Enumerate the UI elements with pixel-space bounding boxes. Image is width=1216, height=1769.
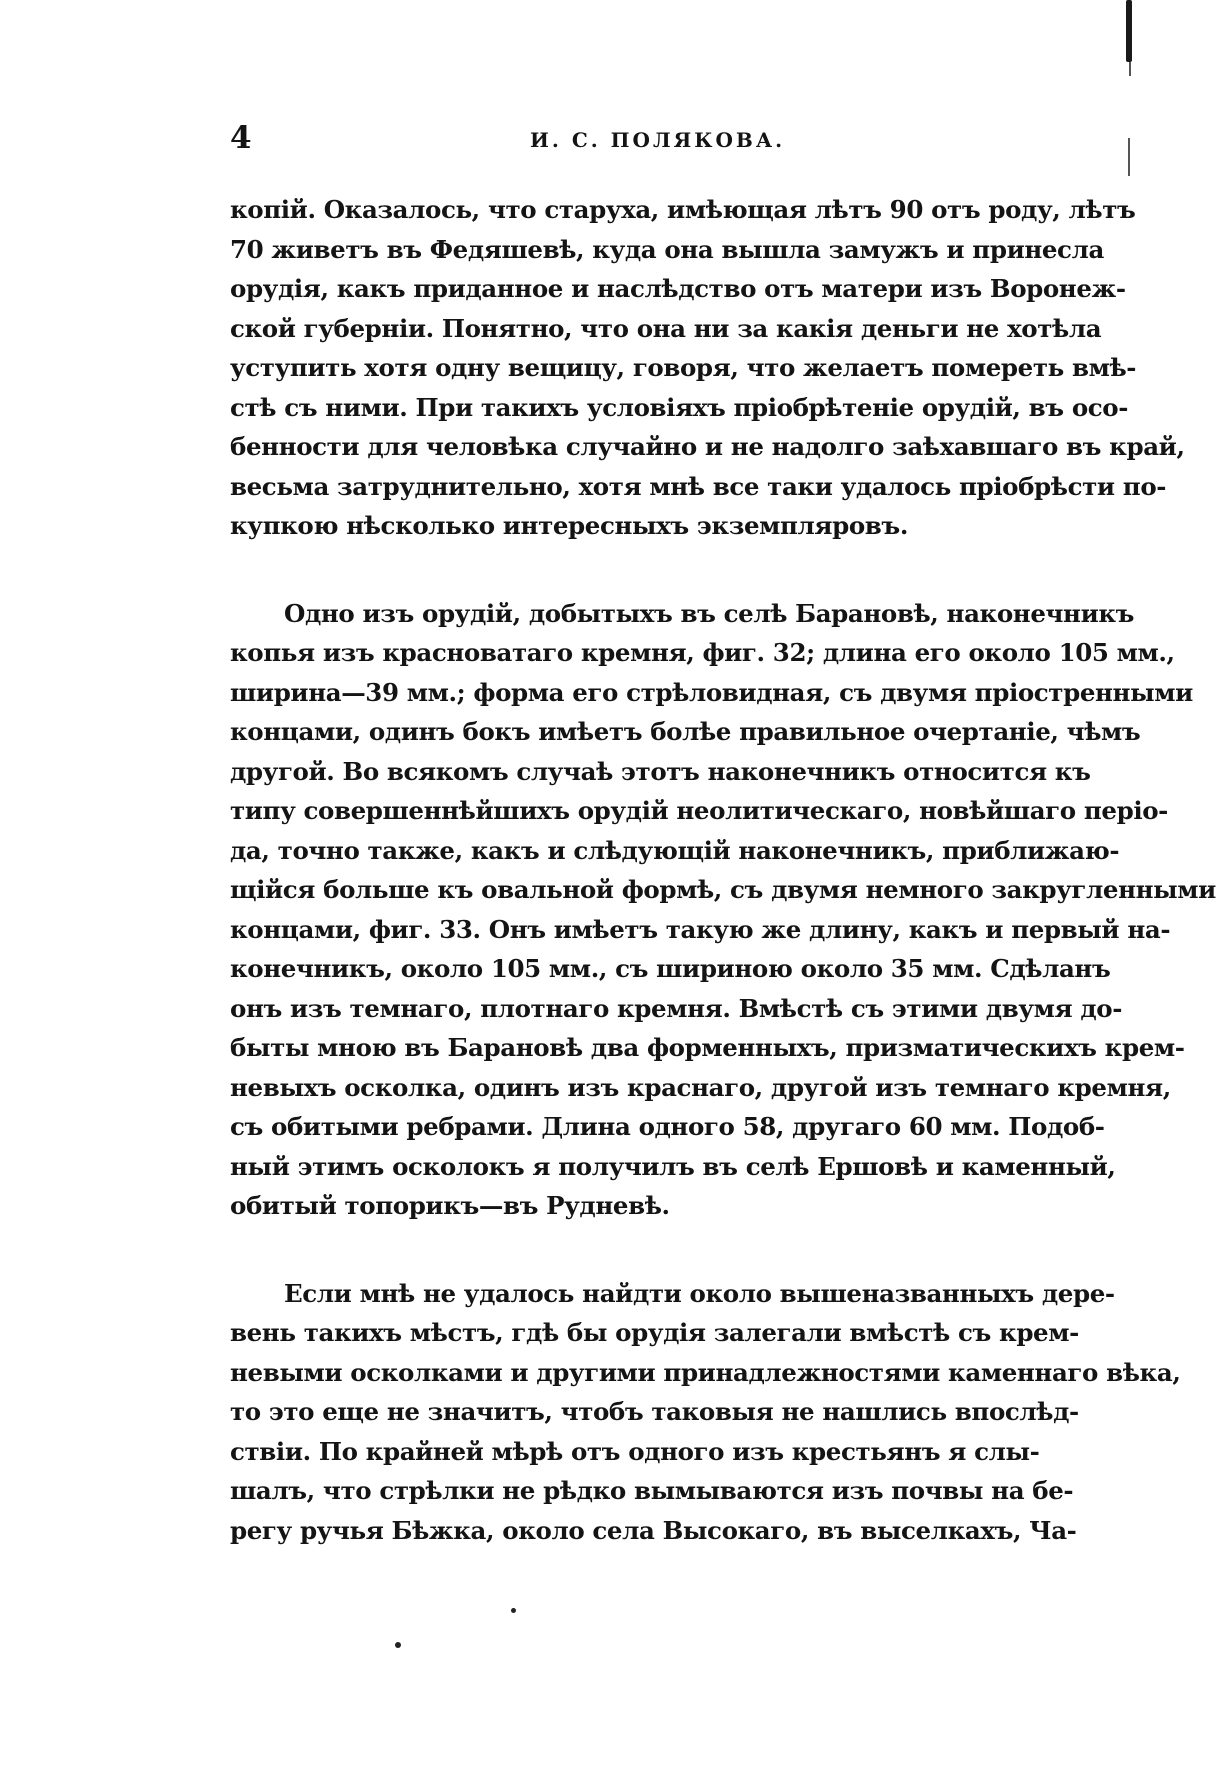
text-line: копій. Оказалось, что старуха, имѣющая лѣтъ 90 отъ роду, лѣтъ [230, 195, 1136, 224]
scan-edge-mark [1129, 62, 1131, 76]
ink-speck [395, 1642, 401, 1648]
scan-edge-mark [1126, 0, 1132, 62]
text-line: 70 живетъ въ Федяшевѣ, куда она вышла замужъ и принесла [230, 234, 1104, 264]
running-head: И. С. ПОЛЯКОВА. [530, 128, 786, 152]
text-line: обитый топорикъ—въ Рудневѣ. [230, 1191, 670, 1220]
text-line: стѣ съ ними. При такихъ условіяхъ пріобрѣтеніе орудій, въ осо- [230, 392, 1128, 422]
text-line: щійся больше къ овальной формѣ, съ двумя немного закругленными [230, 875, 1216, 904]
text-line: Одно изъ орудій, добытыхъ въ селѣ Барановѣ, наконечникъ [284, 598, 1135, 628]
ink-speck [511, 1608, 516, 1613]
text-line: весьма затруднительно, хотя мнѣ все таки удалось пріобрѣсти по- [230, 471, 1167, 501]
text-line: бенности для человѣка случайно и не надолго заѣхавшаго въ край, [230, 432, 1185, 461]
text-line: онъ изъ темнаго, плотнаго кремня. Вмѣстѣ съ этими двумя до- [230, 993, 1122, 1023]
text-line: концами, фиг. 33. Онъ имѣетъ такую же длину, какъ и первый на- [230, 914, 1171, 944]
text-line: да, точно также, какъ и слѣдующій наконечникъ, приближаю- [230, 835, 1120, 865]
text-line: невыми осколками и другими принадлежностями каменнаго вѣка, [230, 1357, 1181, 1387]
paragraph [230, 1274, 1181, 1551]
text-line: быты мною въ Барановѣ два форменныхъ, призматическихъ крем- [230, 1033, 1185, 1062]
text-line: ный этимъ осколокъ я получилъ въ селѣ Ершовѣ и каменный, [230, 1151, 1116, 1181]
text-line: ствіи. По крайней мѣрѣ отъ одного изъ крестьянъ я слы- [230, 1436, 1040, 1466]
text-line: конечникъ, около 105 мм., съ шириною около 35 мм. Сдѣланъ [230, 954, 1111, 983]
text-line: копья изъ красноватаго кремня, фиг. 32; длина его около 105 мм., [230, 638, 1175, 667]
paragraph [230, 594, 1216, 1226]
text-line: орудія, какъ приданное и наслѣдство отъ матери изъ Воронеж- [230, 274, 1126, 303]
text-line: типу совершеннѣйшихъ орудій неолитическаго, новѣйшаго періо- [230, 796, 1168, 825]
page-body [230, 190, 1216, 1550]
text-line: Если мнѣ не удалось найдти около вышеназванныхъ дере- [284, 1278, 1115, 1308]
text-line: концами, одинъ бокъ имѣетъ болѣе правильное очертаніе, чѣмъ [230, 717, 1141, 746]
text-line: съ обитыми ребрами. Длина одного 58, другаго 60 мм. Подоб- [230, 1112, 1105, 1141]
page-number: 4 [230, 120, 252, 156]
text-line: ширина—39 мм.; форма его стрѣловидная, съ двумя пріостренными [230, 677, 1193, 707]
text-line: регу ручья Бѣжка, около села Высокаго, въ выселкахъ, Ча- [230, 1515, 1077, 1545]
text-line: купкою нѣсколько интересныхъ экземпляровъ. [230, 511, 908, 540]
page-header [230, 120, 970, 160]
text-line: невыхъ осколка, одинъ изъ краснаго, другой изъ темнаго кремня, [230, 1072, 1171, 1102]
text-line: другой. Во всякомъ случаѣ этотъ наконечникъ относится къ [230, 756, 1091, 786]
text-line: уступить хотя одну вещицу, говоря, что желаетъ помереть вмѣ- [230, 353, 1137, 382]
paragraph [230, 190, 1185, 546]
text-line: вень такихъ мѣстъ, гдѣ бы орудія залегали вмѣстѣ съ крем- [230, 1318, 1079, 1347]
text-line: шалъ, что стрѣлки не рѣдко вымываются изъ почвы на бе- [230, 1476, 1074, 1505]
text-line: ской губерніи. Понятно, что она ни за какія деньги не хотѣла [230, 313, 1102, 343]
scan-edge-mark [1128, 138, 1130, 176]
text-line: то это еще не значитъ, чтобъ таковыя не нашлись впослѣд- [230, 1397, 1079, 1426]
